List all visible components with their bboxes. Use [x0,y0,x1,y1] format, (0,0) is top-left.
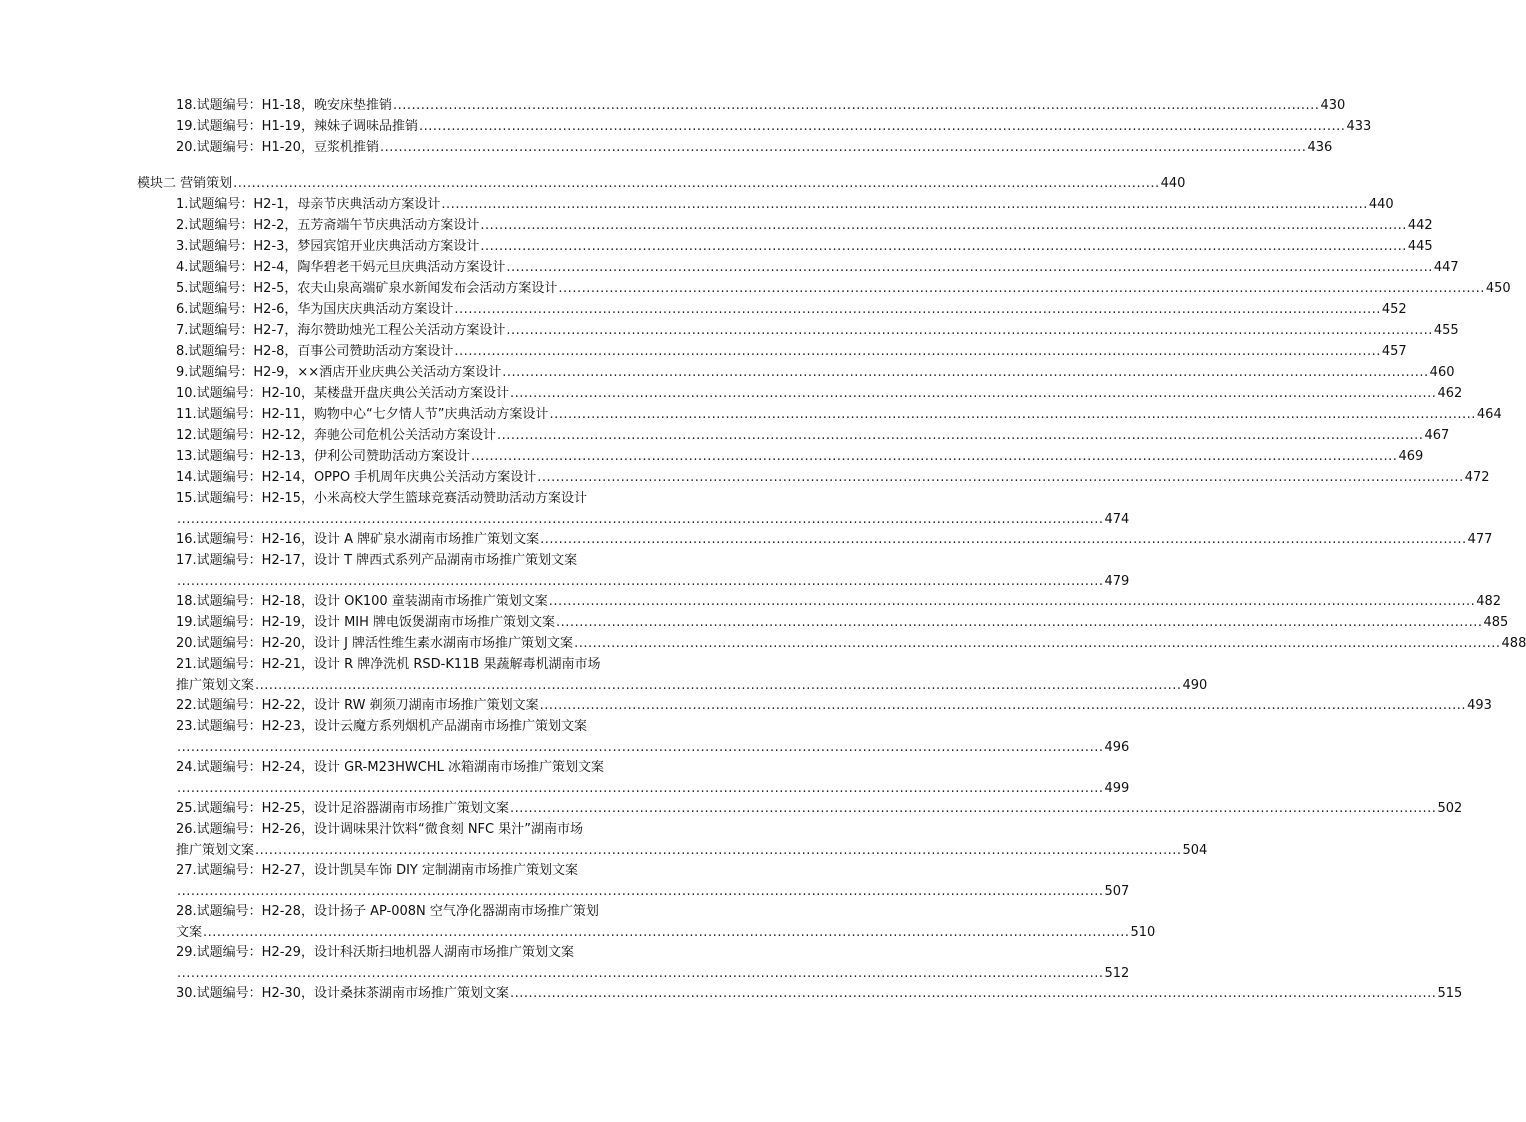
toc-entry-title: 4.试题编号：H2-4，陶华碧老干妈元旦庆典活动方案设计 [176,260,506,275]
toc-leader-dots: ........................................................................................................................................................................................................ [454,302,1381,317]
toc-entry-title: 7.试题编号：H2-7，海尔赞助烛光工程公关活动方案设计 [176,323,506,338]
toc-page-number: 477 [1467,532,1493,547]
toc-entry-title: 20.试题编号：H2-20，设计 J 牌活性维生素水湖南市场推广策划文案 [176,636,574,651]
toc-entry-title: 19.试题编号：H1-19，辣妹子调味品推销 [176,119,418,134]
toc-page-number: 460 [1429,365,1455,380]
toc-leader-dots: ........................................................................................................................................................................................................ [506,260,1433,275]
toc-page-number: 485 [1483,615,1509,630]
toc-leader-dots: ........................................................................................................................................................................................................ [480,218,1407,233]
toc-entry-line [176,943,672,963]
toc-entry-title: 9.试题编号：H2-9，××酒店开业庆典公关活动方案设计 [176,365,502,380]
toc-entry-line [176,655,672,675]
toc-page-number: 488 [1501,636,1526,651]
toc-entry-title: 18.试题编号：H2-18，设计 OK100 童装湖南市场推广策划文案 [176,594,548,609]
toc-page-number: 467 [1424,428,1450,443]
toc-page-number: 502 [1437,801,1463,816]
toc-entry-line [176,384,1463,404]
toc-entry-line [176,447,1424,467]
toc-entry-title: 15.试题编号：H2-15，小米高校大学生篮球竞赛活动赞助活动方案设计 [176,491,587,506]
toc-entry-line [176,696,1492,716]
toc-entry-line [176,923,1156,943]
toc-entry-line [176,779,1130,799]
toc-page-number: 433 [1346,119,1372,134]
toc-leader-dots: ........................................................................................................................................................................................................ [558,281,1485,296]
toc-leader-dots: ........................................................................................................................................................................................................ [177,884,1104,899]
toc-leader-dots: ........................................................................................................................................................................................................ [506,323,1433,338]
toc-leader-dots: ........................................................................................................................................................................................................ [454,344,1381,359]
toc-entry-line [176,551,672,571]
toc-entry-line [176,738,1130,758]
toc-leader-dots: ........................................................................................................................................................................................................ [537,470,1464,485]
toc-entry-line [176,96,1346,116]
toc-leader-dots: ........................................................................................................................................................................................................ [177,966,1104,981]
toc-leader-dots: ........................................................................................................................................................................................................ [548,594,1476,609]
toc-leader-dots: ........................................................................................................................................................................................................ [392,98,1320,113]
toc-leader-dots: ........................................................................................................................................................................................................ [177,512,1104,527]
toc-entry-title: 19.试题编号：H2-19，设计 MIH 牌电饭煲湖南市场推广策划文案 [176,615,556,630]
toc-entry-line [176,258,1459,278]
toc-entry-title: 14.试题编号：H2-14，OPPO 手机周年庆典公关活动方案设计 [176,470,537,485]
toc-leader-dots: ........................................................................................................................................................................................................ [556,615,1483,630]
toc-entry-title: 10.试题编号：H2-10，某楼盘开盘庆典公关活动方案设计 [176,386,509,401]
toc-leader-dots: ........................................................................................................................................................................................................ [502,365,1429,380]
toc-leader-dots: ........................................................................................................................................................................................................ [177,740,1104,755]
toc-entry-line [176,592,1502,612]
toc-page-number: 512 [1104,966,1130,981]
toc-entry-line [176,138,1333,158]
toc-entry-line [176,237,1433,257]
toc-entry-title: 21.试题编号：H2-21，设计 R 牌净洗机 RSD-K11B 果蔬解毒机湖南市场 [176,657,601,672]
toc-entry-line [176,882,1130,902]
toc-entry-title: 23.试题编号：H2-23，设计云魔方系列烟机产品湖南市场推广策划文案 [176,719,587,734]
toc-leader-dots: ........................................................................................................................................................................................................ [379,140,1307,155]
toc-page-number: 515 [1437,986,1463,1001]
toc-page-number: 499 [1104,781,1130,796]
toc-entry-title: 30.试题编号：H2-30，设计桑抹茶湖南市场推广策划文案 [176,986,509,1001]
toc-entry-line [176,758,672,778]
toc-entry-line [176,279,1511,299]
toc-page-number: 440 [1368,197,1394,212]
toc-page-number: 450 [1485,281,1511,296]
toc-entry-line [176,342,1407,362]
toc-entry-title: 推广策划文案 [176,843,255,858]
toc-entry-line [176,300,1407,320]
toc-entry-title: 24.试题编号：H2-24，设计 GR-M23HWCHL 冰箱湖南市场推广策划文案 [176,760,604,775]
toc-entry-line [176,820,672,840]
toc-entry-line [137,174,1186,194]
toc-page-number: 447 [1433,260,1459,275]
toc-leader-dots: ........................................................................................................................................................................................................ [233,176,1160,191]
toc-leader-dots: ........................................................................................................................................................................................................ [509,986,1437,1001]
toc-page-number: 430 [1320,98,1346,113]
toc-entry-title: 27.试题编号：H2-27，设计凯昊车饰 DIY 定制湖南市场推广策划文案 [176,863,579,878]
toc-entry-title: 29.试题编号：H2-29，设计科沃斯扫地机器人湖南市场推广策划文案 [176,945,574,960]
toc-page-number: 482 [1476,594,1502,609]
toc-entry-title: 2.试题编号：H2-2，五芳斋端午节庆典活动方案设计 [176,218,480,233]
toc-entry-line [176,117,1372,137]
toc-page-number: 469 [1398,449,1424,464]
toc-entry-title: 26.试题编号：H2-26，设计调味果汁饮料“微食刻 NFC 果汁”湖南市场 [176,822,583,837]
toc-page-number: 479 [1104,574,1130,589]
toc-page-number: 445 [1407,239,1433,254]
toc-entry-line [176,572,1130,592]
toc-entry-title: 11.试题编号：H2-11，购物中心“七夕情人节”庆典活动方案设计 [176,407,549,422]
toc-page-number: 507 [1104,884,1130,899]
toc-entry-title: 22.试题编号：H2-22，设计 RW 剃须刀湖南市场推广策划文案 [176,698,539,713]
toc-leader-dots: ........................................................................................................................................................................................................ [480,239,1407,254]
toc-page-number: 474 [1104,512,1130,527]
toc-entry-line [176,426,1450,446]
toc-entry-title: 18.试题编号：H1-18，晚安床垫推销 [176,98,392,113]
toc-leader-dots: ........................................................................................................................................................................................................ [203,925,1130,940]
toc-entry-line [176,363,1455,383]
toc-entry-title: 文案 [176,925,203,940]
toc-page-number: 440 [1160,176,1186,191]
toc-entry-line [176,861,672,881]
toc-entry-line [176,405,1502,425]
toc-entry-line [176,510,1130,530]
toc-entry-line [176,634,1526,654]
toc-entry-title: 28.试题编号：H2-28，设计扬子 AP-008N 空气净化器湖南市场推广策划 [176,904,599,919]
toc-entry-title: 8.试题编号：H2-8，百事公司赞助活动方案设计 [176,344,454,359]
toc-entry-title: 推广策划文案 [176,678,255,693]
toc-entry-title: 20.试题编号：H1-20，豆浆机推销 [176,140,379,155]
toc-entry-title: 1.试题编号：H2-1，母亲节庆典活动方案设计 [176,197,441,212]
toc-entry-line [176,216,1433,236]
toc-entry-line [176,841,1208,861]
toc-entry-title: 6.试题编号：H2-6，华为国庆庆典活动方案设计 [176,302,454,317]
toc-leader-dots: ........................................................................................................................................................................................................ [177,574,1104,589]
toc-leader-dots: ........................................................................................................................................................................................................ [177,781,1104,796]
toc-page-number: 472 [1464,470,1490,485]
toc-entry-line [176,613,1509,633]
toc-entry-title: 25.试题编号：H2-25，设计足浴器湖南市场推广策划文案 [176,801,509,816]
toc-page-number: 504 [1182,843,1208,858]
toc-module-title: 模块二 营销策划 [137,176,233,191]
toc-leader-dots: ........................................................................................................................................................................................................ [540,532,1467,547]
toc-page-number: 510 [1130,925,1156,940]
toc-leader-dots: ........................................................................................................................................................................................................ [470,449,1398,464]
toc-leader-dots: ........................................................................................................................................................................................................ [539,698,1467,713]
toc-leader-dots: ........................................................................................................................................................................................................ [441,197,1368,212]
toc-entry-line [176,530,1493,550]
toc-leader-dots: ........................................................................................................................................................................................................ [509,801,1437,816]
toc-entry-line [176,676,1208,696]
toc-leader-dots: ........................................................................................................................................................................................................ [255,678,1182,693]
toc-entry-line [176,984,1463,1004]
toc-entry-line [176,717,672,737]
toc-entry-line [176,195,1394,215]
toc-entry-line [176,964,1130,984]
toc-leader-dots: ........................................................................................................................................................................................................ [574,636,1501,651]
toc-page-number: 464 [1476,407,1502,422]
toc-page-number: 442 [1407,218,1433,233]
toc-page-number: 455 [1433,323,1459,338]
toc-entry-line [176,902,672,922]
toc-leader-dots: ........................................................................................................................................................................................................ [549,407,1476,422]
toc-entry-line [176,489,672,509]
toc-entry-line [176,468,1490,488]
toc-page-number: 436 [1307,140,1333,155]
toc-page-number: 462 [1437,386,1463,401]
toc-leader-dots: ........................................................................................................................................................................................................ [255,843,1182,858]
toc-entry-title: 17.试题编号：H2-17，设计 T 牌西式系列产品湖南市场推广策划文案 [176,553,578,568]
toc-entry-title: 5.试题编号：H2-5，农夫山泉高端矿泉水新闻发布会活动方案设计 [176,281,558,296]
toc-page-number: 493 [1467,698,1492,713]
toc-entry-title: 13.试题编号：H2-13，伊利公司赞助活动方案设计 [176,449,470,464]
toc-leader-dots: ........................................................................................................................................................................................................ [496,428,1424,443]
toc-page-number: 496 [1104,740,1130,755]
toc-page-number: 490 [1182,678,1208,693]
toc-entry-title: 12.试题编号：H2-12，奔驰公司危机公关活动方案设计 [176,428,496,443]
toc-leader-dots: ........................................................................................................................................................................................................ [509,386,1437,401]
toc-entry-title: 16.试题编号：H2-16，设计 A 牌矿泉水湖南市场推广策划文案 [176,532,540,547]
toc-leader-dots: ........................................................................................................................................................................................................ [418,119,1346,134]
toc-page-number: 452 [1381,302,1407,317]
toc-entry-line [176,799,1463,819]
toc-entry-line [176,321,1459,341]
toc-page-number: 457 [1381,344,1407,359]
toc-entry-title: 3.试题编号：H2-3，梦园宾馆开业庆典活动方案设计 [176,239,480,254]
